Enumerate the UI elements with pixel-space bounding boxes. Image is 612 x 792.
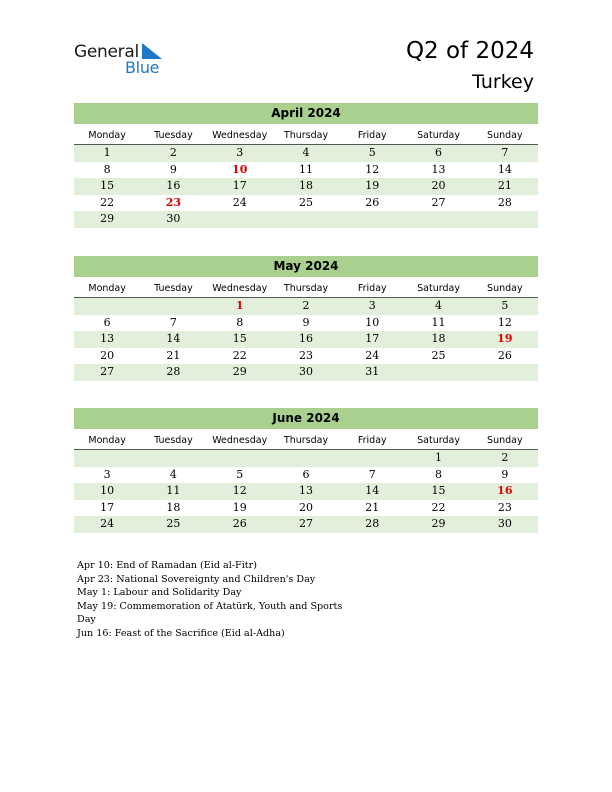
- day-cell: 27: [100, 365, 115, 378]
- weekday-label: Monday: [88, 283, 126, 294]
- day-cell: 22: [232, 348, 247, 362]
- day-cell: 13: [298, 484, 313, 497]
- day-cell: 28: [497, 195, 512, 209]
- weekday-label: Monday: [88, 435, 126, 446]
- holiday-day-cell: 10: [232, 162, 248, 176]
- weekday-label: Wednesday: [212, 435, 268, 446]
- day-cell: 3: [368, 299, 376, 312]
- day-cell: 20: [100, 348, 115, 362]
- day-cell: 21: [166, 348, 181, 362]
- day-cell: 25: [298, 195, 313, 209]
- day-cell: 18: [298, 179, 313, 192]
- day-cell: [273, 211, 339, 228]
- day-cell: 12: [497, 315, 512, 329]
- week-row: [74, 331, 538, 348]
- day-cell: 16: [298, 332, 313, 345]
- day-cell: 31: [365, 365, 380, 378]
- day-cell: 9: [302, 315, 310, 329]
- day-cell: 2: [169, 146, 177, 159]
- day-cell: 26: [497, 348, 512, 362]
- weekday-label: Tuesday: [154, 435, 193, 446]
- month-header: May 2024: [74, 256, 538, 277]
- day-cell: [472, 211, 538, 228]
- day-cell: 10: [365, 315, 380, 329]
- day-cell: 21: [497, 179, 512, 192]
- day-cell: 26: [232, 517, 247, 530]
- weekday-label: Friday: [357, 435, 387, 446]
- day-cell: 18: [431, 332, 446, 345]
- day-cell: 4: [302, 146, 310, 159]
- day-cell: 6: [435, 146, 443, 159]
- day-cell: [339, 450, 405, 467]
- day-cell: 25: [166, 517, 181, 530]
- weekday-label: Sunday: [487, 283, 523, 294]
- weekday-label: Saturday: [417, 130, 460, 141]
- day-cell: 20: [431, 179, 446, 192]
- day-cell: 6: [302, 467, 310, 481]
- day-cell: 9: [501, 467, 509, 481]
- day-cell: 18: [166, 500, 181, 514]
- holiday-day-cell: 1: [235, 299, 244, 312]
- triangle-logo-icon: [142, 43, 162, 59]
- week-row: [74, 145, 538, 162]
- weekday-label: Wednesday: [212, 283, 268, 294]
- weekday-label: Thursday: [283, 435, 329, 446]
- weekday-label: Sunday: [487, 130, 523, 141]
- holiday-note: Day: [77, 614, 96, 625]
- month-header: June 2024: [74, 408, 538, 429]
- day-cell: 5: [236, 467, 244, 481]
- day-cell: 27: [431, 195, 446, 209]
- weekday-label: Wednesday: [212, 130, 268, 141]
- weekday-label: Monday: [88, 130, 126, 141]
- day-cell: 15: [431, 484, 446, 497]
- holiday-day-cell: 16: [497, 484, 513, 497]
- day-cell: 14: [365, 484, 380, 497]
- day-cell: [140, 450, 206, 467]
- day-cell: 14: [166, 332, 181, 345]
- day-cell: [140, 298, 206, 315]
- month-calendar: [74, 256, 538, 381]
- day-cell: 17: [100, 500, 115, 514]
- holiday-day-cell: 23: [165, 195, 182, 209]
- day-cell: [273, 450, 339, 467]
- day-cell: 29: [232, 365, 247, 378]
- day-cell: 20: [298, 500, 313, 514]
- day-cell: [207, 211, 273, 228]
- day-cell: 11: [298, 162, 313, 176]
- day-cell: 7: [501, 146, 509, 159]
- day-cell: 11: [431, 315, 446, 329]
- day-cell: 28: [365, 517, 380, 530]
- weekday-label: Saturday: [417, 435, 460, 446]
- day-cell: 21: [365, 500, 380, 514]
- day-cell: 24: [365, 348, 380, 362]
- day-cell: 8: [103, 162, 111, 176]
- day-cell: [74, 450, 140, 467]
- week-row: [74, 450, 538, 467]
- day-cell: 13: [100, 332, 115, 345]
- month-header: April 2024: [74, 103, 538, 124]
- day-cell: 22: [100, 195, 115, 209]
- month-calendar: [74, 103, 538, 228]
- weekday-label: Tuesday: [154, 130, 193, 141]
- holiday-day-cell: 19: [497, 332, 513, 345]
- week-row: [74, 195, 538, 212]
- day-cell: 5: [501, 299, 509, 312]
- day-cell: 25: [431, 348, 446, 362]
- day-cell: 4: [169, 467, 177, 481]
- day-cell: 5: [368, 146, 376, 159]
- day-cell: [339, 211, 405, 228]
- day-cell: 23: [497, 500, 512, 514]
- week-row: [74, 315, 538, 332]
- holiday-note: Apr 10: End of Ramadan (Eid al-Fitr): [77, 560, 257, 571]
- day-cell: [74, 298, 140, 315]
- day-cell: 2: [501, 451, 509, 464]
- week-row: [74, 348, 538, 365]
- day-cell: 14: [497, 162, 512, 176]
- holiday-note: Apr 23: National Sovereignty and Children's Day: [77, 573, 316, 585]
- weekday-label: Thursday: [283, 130, 329, 141]
- weekday-header-row: [74, 127, 538, 145]
- day-cell: 11: [166, 484, 181, 497]
- weekday-label: Thursday: [283, 283, 329, 294]
- weekday-label: Friday: [357, 130, 387, 141]
- weekday-header-row: [74, 432, 538, 450]
- day-cell: 30: [497, 517, 512, 530]
- week-row: [74, 211, 538, 228]
- day-cell: 24: [232, 195, 247, 209]
- day-cell: 22: [431, 500, 446, 514]
- day-cell: 6: [103, 315, 111, 329]
- day-cell: 23: [298, 348, 313, 362]
- day-cell: 12: [232, 484, 247, 497]
- day-cell: 3: [103, 467, 111, 481]
- week-row: [74, 178, 538, 195]
- day-cell: [207, 450, 273, 467]
- weekday-header-row: [74, 280, 538, 298]
- day-cell: 1: [103, 146, 111, 159]
- day-cell: 4: [435, 299, 443, 312]
- week-row: [74, 162, 538, 179]
- day-cell: 16: [166, 179, 181, 192]
- day-cell: 30: [166, 212, 181, 225]
- day-cell: [472, 364, 538, 381]
- day-cell: 17: [232, 179, 247, 192]
- week-row: [74, 467, 538, 484]
- day-cell: 7: [169, 315, 177, 329]
- day-cell: 13: [431, 162, 446, 176]
- weekday-label: Saturday: [417, 283, 460, 294]
- week-row: [74, 364, 538, 381]
- page-title: Q2 of 2024: [405, 38, 534, 64]
- week-row: [74, 483, 538, 500]
- day-cell: 15: [100, 179, 115, 192]
- day-cell: 12: [365, 162, 380, 176]
- holiday-notes: [77, 559, 347, 640]
- weekday-label: Friday: [357, 283, 387, 294]
- day-cell: 24: [100, 517, 115, 530]
- day-cell: 10: [100, 484, 115, 497]
- day-cell: 7: [368, 467, 376, 481]
- day-cell: 28: [166, 365, 181, 378]
- day-cell: 19: [232, 500, 247, 514]
- day-cell: [405, 364, 471, 381]
- week-row: [74, 500, 538, 517]
- holiday-note: May 1: Labour and Solidarity Day: [77, 587, 242, 598]
- day-cell: 19: [365, 179, 380, 192]
- day-cell: 30: [298, 365, 313, 378]
- brand-name-blue: Blue: [125, 58, 160, 77]
- brand-name-general: General: [74, 42, 139, 62]
- day-cell: 2: [302, 299, 310, 312]
- day-cell: 8: [435, 467, 443, 481]
- holiday-note: May 19: Commemoration of Atatürk, Youth and Sports: [77, 600, 343, 612]
- weekday-label: Tuesday: [154, 283, 193, 294]
- day-cell: 29: [431, 517, 446, 530]
- country-name: Turkey: [472, 71, 534, 93]
- day-cell: 26: [365, 195, 380, 209]
- holiday-note: Jun 16: Feast of the Sacrifice (Eid al-Adha): [77, 627, 285, 639]
- month-calendar: [74, 408, 538, 533]
- day-cell: 9: [169, 162, 177, 176]
- day-cell: [405, 211, 471, 228]
- day-cell: 29: [100, 212, 115, 225]
- day-cell: 1: [435, 451, 443, 464]
- day-cell: 17: [365, 332, 380, 345]
- day-cell: 3: [236, 146, 244, 159]
- weekday-label: Sunday: [487, 435, 523, 446]
- week-row: [74, 298, 538, 315]
- day-cell: 27: [298, 517, 313, 530]
- brand-logo: [74, 40, 174, 80]
- week-row: [74, 516, 538, 533]
- day-cell: 15: [232, 332, 247, 345]
- day-cell: 8: [236, 315, 244, 329]
